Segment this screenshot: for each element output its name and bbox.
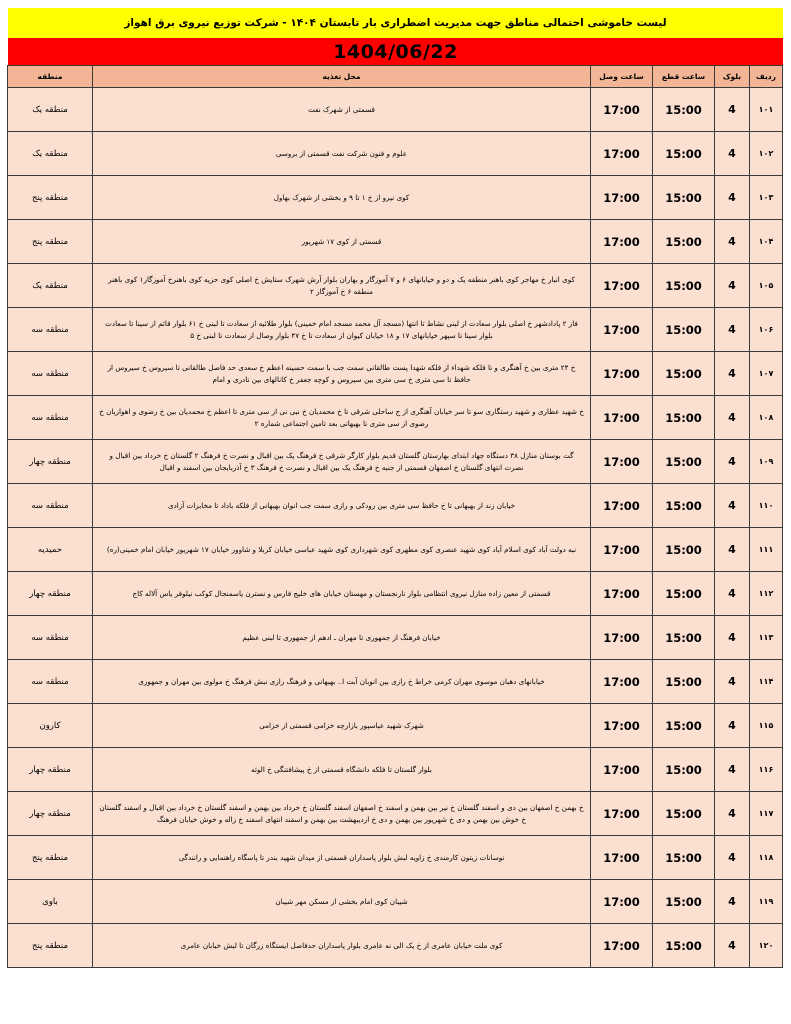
column-header-on-time: ساعت وصل	[591, 66, 653, 88]
cell-place: گت بوستان منازل ۳۸ دستگاه جهاد ابتدای بهارستان گلستان قدیم بلوار کارگر شرقی خ فرهنگ یک بین اقبال و نصرت خ فرهنگ ۲ گلستان خ خرداد بین اقبال و نصرت انتهای گلستان خ اصفهان قسمتی از جنبه خ فرهنگ یک بین اقبال و نصرت خ فرهنگ ۳ خ آذربایجان بین اسفند و اقبال	[93, 440, 591, 484]
cell-block: 4	[715, 484, 750, 528]
cell-region: منطقه پنج	[8, 924, 93, 968]
cell-region: منطقه یک	[8, 132, 93, 176]
cell-radif: ۱۱۲	[750, 572, 783, 616]
table-header	[8, 66, 783, 88]
cell-place: نوسانات زیتون کارمندی خ زاویه لبش بلوار پاسداران قسمتی از میدان شهید بندر تا پاسگاه راهنمایی و رانندگی	[93, 836, 591, 880]
table-row	[8, 220, 783, 264]
cell-cut-time: 15:00	[653, 528, 715, 572]
cell-cut-time: 15:00	[653, 880, 715, 924]
column-header-region: منطقه	[8, 66, 93, 88]
cell-block: 4	[715, 396, 750, 440]
cell-region: منطقه چهار	[8, 440, 93, 484]
table-row	[8, 352, 783, 396]
cell-cut-time: 15:00	[653, 660, 715, 704]
cell-region: منطقه سه	[8, 396, 93, 440]
cell-block: 4	[715, 352, 750, 396]
cell-place: خیابانهای دهبان موسوی مهران کرمی خراط خ رازی بین انوبان آبت ا.. بهبهانی و فرهنگ رازی نبش فرهنگ خ مولوی بین مهران و جمهوری	[93, 660, 591, 704]
cell-on-time: 17:00	[591, 792, 653, 836]
cell-on-time: 17:00	[591, 132, 653, 176]
cell-cut-time: 15:00	[653, 836, 715, 880]
cell-on-time: 17:00	[591, 352, 653, 396]
column-header-cut-time: ساعت قطع	[653, 66, 715, 88]
cell-region: منطقه سه	[8, 308, 93, 352]
cell-place: شیبان کوی امام بخشی از مسکن مهر شیبان	[93, 880, 591, 924]
cell-region: منطقه سه	[8, 352, 93, 396]
cell-radif: ۱۱۵	[750, 704, 783, 748]
table-body	[8, 88, 783, 968]
table-row	[8, 792, 783, 836]
cell-block: 4	[715, 880, 750, 924]
cell-region: منطقه چهار	[8, 792, 93, 836]
cell-radif: ۱۰۷	[750, 352, 783, 396]
cell-region: منطقه یک	[8, 88, 93, 132]
cell-cut-time: 15:00	[653, 396, 715, 440]
cell-place: علوم و فنون شرکت نفت قسمتی از بروسی	[93, 132, 591, 176]
cell-radif: ۱۰۱	[750, 88, 783, 132]
table-row	[8, 132, 783, 176]
cell-block: 4	[715, 792, 750, 836]
table-row	[8, 484, 783, 528]
cell-region: منطقه چهار	[8, 748, 93, 792]
cell-place: کوی ملت خیابان عامری از خ یک الی نه عامری بلوار پاسداران حدفاصل ایستگاه زرگان تا لبش خیابان عامری	[93, 924, 591, 968]
cell-radif: ۱۰۲	[750, 132, 783, 176]
cell-on-time: 17:00	[591, 748, 653, 792]
cell-radif: ۱۱۳	[750, 616, 783, 660]
cell-radif: ۱۱۱	[750, 528, 783, 572]
cell-place: خیابان فرهنگ از جمهوری تا مهران ـ ادهم از جمهوری تا لبنی عظیم	[93, 616, 591, 660]
cell-region: منطقه سه	[8, 660, 93, 704]
cell-block: 4	[715, 660, 750, 704]
cell-place: قسمتی از شهرک نفت	[93, 88, 591, 132]
table-row	[8, 616, 783, 660]
cell-cut-time: 15:00	[653, 176, 715, 220]
cell-block: 4	[715, 924, 750, 968]
cell-block: 4	[715, 616, 750, 660]
table-row	[8, 264, 783, 308]
cell-place: فاز ۲ پادادشهر خ اصلی بلوار سعادت از لبنی نشاط تا انتها (مسجد آل محمد مسجد امام خمینی) بلوار طلائیه از سعادت تا لبنی خ ۶۱ بلوار قائم از سینا تا سعادت بلوار سینا تا سپهر خیابانهای ۱۷ و ۱۸ خیابان کیوان از سعادت تا خ ۴۷ بلوار وصال از سعادت تا لبنی خ ۵	[93, 308, 591, 352]
cell-block: 4	[715, 748, 750, 792]
cell-cut-time: 15:00	[653, 440, 715, 484]
cell-block: 4	[715, 528, 750, 572]
cell-cut-time: 15:00	[653, 616, 715, 660]
cell-cut-time: 15:00	[653, 308, 715, 352]
cell-region: منطقه یک	[8, 264, 93, 308]
table-row	[8, 880, 783, 924]
table-row	[8, 308, 783, 352]
cell-cut-time: 15:00	[653, 484, 715, 528]
cell-on-time: 17:00	[591, 616, 653, 660]
cell-radif: ۱۰۸	[750, 396, 783, 440]
cell-place: قسمتی از کوی ۱۷ شهریور	[93, 220, 591, 264]
cell-on-time: 17:00	[591, 220, 653, 264]
table-row	[8, 88, 783, 132]
cell-radif: ۱۱۹	[750, 880, 783, 924]
table-row	[8, 440, 783, 484]
cell-region: منطقه پنج	[8, 836, 93, 880]
cell-radif: ۱۱۷	[750, 792, 783, 836]
cell-cut-time: 15:00	[653, 264, 715, 308]
cell-block: 4	[715, 308, 750, 352]
cell-cut-time: 15:00	[653, 572, 715, 616]
report-date-bar	[8, 38, 783, 65]
cell-block: 4	[715, 836, 750, 880]
outage-table	[7, 65, 783, 968]
cell-on-time: 17:00	[591, 396, 653, 440]
cell-place: شهرک شهید عباسپور بازارچه خزامی قسمتی از خزامی	[93, 704, 591, 748]
cell-region: کارون	[8, 704, 93, 748]
cell-radif: ۱۰۴	[750, 220, 783, 264]
cell-block: 4	[715, 440, 750, 484]
cell-radif: ۱۲۰	[750, 924, 783, 968]
cell-radif: ۱۱۰	[750, 484, 783, 528]
cell-place: خیابان زند از بهبهانی تا خ حافظ سی متری بین رودکی و رازی سمت جب انوان بهبهانی از فلکه باداد تا مخابرات آزادی	[93, 484, 591, 528]
cell-on-time: 17:00	[591, 660, 653, 704]
cell-region: باوی	[8, 880, 93, 924]
column-header-radif: ردیف	[750, 66, 783, 88]
cell-radif: ۱۱۶	[750, 748, 783, 792]
table-header-row	[8, 66, 783, 88]
table-row	[8, 660, 783, 704]
cell-cut-time: 15:00	[653, 924, 715, 968]
cell-region: منطقه سه	[8, 616, 93, 660]
cell-place: خ بهمن خ اصفهان بین دی و اسفند گلستان خ نیر بین بهمن و اسفند خ اصفهان اسفند گلستان خ خرداد بین بهمن و اسفند گلستان خ خرداد بین اقبال و اسفند گلستان خ خوش بین بهمن و دی خ شهریور بین بهمن و دی خ اردیبهشت بین بهمن و اسفند انتهای اسفند خ زاله و خوش خیابان فرهنگ	[93, 792, 591, 836]
table-row	[8, 748, 783, 792]
cell-on-time: 17:00	[591, 440, 653, 484]
cell-block: 4	[715, 572, 750, 616]
cell-place: خ شهید عطاری و شهید رستگاری سو تا سر خیابان آهنگری از ج ساحلی شرقی تا خ محمدیان خ نبی نی از سی متری تا اعظم خ محمدیان بین خ رضوی و اهوازیان خ رضوی از سی متری تا بهبهانی بعد تامین اجتماعی شماره ۲	[93, 396, 591, 440]
cell-on-time: 17:00	[591, 484, 653, 528]
table-row	[8, 528, 783, 572]
table-row	[8, 572, 783, 616]
cell-region: منطقه چهار	[8, 572, 93, 616]
column-header-block: بلوک	[715, 66, 750, 88]
cell-on-time: 17:00	[591, 176, 653, 220]
cell-region: منطقه سه	[8, 484, 93, 528]
table-row	[8, 396, 783, 440]
cell-radif: ۱۱۴	[750, 660, 783, 704]
cell-block: 4	[715, 704, 750, 748]
cell-on-time: 17:00	[591, 528, 653, 572]
cell-block: 4	[715, 132, 750, 176]
cell-cut-time: 15:00	[653, 792, 715, 836]
cell-place: قسمتی از معین زاده منازل نیروی انتظامی بلوار نارنجستان و مهستان خیابان های خلیج فارس و نسترن یاسمنجال کوکب نیلوفر یاس آلاله کاج	[93, 572, 591, 616]
table-row	[8, 836, 783, 880]
cell-on-time: 17:00	[591, 308, 653, 352]
report-date: 1404/06/22	[333, 40, 458, 63]
page-title: لیست خاموشی احتمالی مناطق جهت مدیریت اضطراری بار تابستان ۱۴۰۴ - شرکت توزیع نیروی برق اهواز	[124, 16, 667, 29]
cell-radif: ۱۰۶	[750, 308, 783, 352]
cell-block: 4	[715, 220, 750, 264]
cell-place: بلوار گلستان تا فلکه دانشگاه قسمتی از خ پیشافتنگی خ الوئه	[93, 748, 591, 792]
cell-radif: ۱۰۵	[750, 264, 783, 308]
cell-place: کوی نیرو از خ ۱ تا ۹ و بخشی از شهرک بهاول	[93, 176, 591, 220]
cell-block: 4	[715, 264, 750, 308]
cell-place: خ ۲۴ متری بین خ آهنگری و تا فلکه شهداء از فلکه شهدا پست طالقانی سمت جب با سمت حسینه اعظم خ سعدی حد فاصل طالقانی تا سیروس خ سیروس از حافظ تا سی متری خ سی متری بین سیروس و کوچه جعفر خ کانالهای بین نادری و امام	[93, 352, 591, 396]
cell-block: 4	[715, 88, 750, 132]
cell-on-time: 17:00	[591, 572, 653, 616]
cell-cut-time: 15:00	[653, 88, 715, 132]
table-row	[8, 176, 783, 220]
cell-on-time: 17:00	[591, 704, 653, 748]
cell-cut-time: 15:00	[653, 748, 715, 792]
cell-radif: ۱۰۹	[750, 440, 783, 484]
cell-on-time: 17:00	[591, 880, 653, 924]
cell-place: نبه دولت آباد کوی اسلام آباد کوی شهید عنصری کوی مطهری کوی شهرداری کوی شهید عباسی خیابان کربلا و شاوور خیابان ۱۷ شهریور خیابان امام خمینی(ره)	[93, 528, 591, 572]
cell-cut-time: 15:00	[653, 132, 715, 176]
cell-region: منطقه پنج	[8, 220, 93, 264]
cell-place: کوی انبار خ مهاجر کوی باهنر منطقه یک و دو و خیابانهای ۶ و ۷ آموزگار و بهاران بلوار آرش شهرک ستایش خ اصلی کوی حزیه کوی باهنرخ آموزگار۱ کوی باهنر منطقه ۶ خ آموزگار ۲	[93, 264, 591, 308]
column-header-place: محل تغذیه	[93, 66, 591, 88]
cell-on-time: 17:00	[591, 88, 653, 132]
cell-block: 4	[715, 176, 750, 220]
cell-on-time: 17:00	[591, 836, 653, 880]
cell-region: منطقه پنج	[8, 176, 93, 220]
table-row	[8, 924, 783, 968]
cell-radif: ۱۱۸	[750, 836, 783, 880]
cell-cut-time: 15:00	[653, 352, 715, 396]
cell-region: حمیدیه	[8, 528, 93, 572]
cell-cut-time: 15:00	[653, 220, 715, 264]
report-title-bar	[8, 8, 783, 38]
cell-on-time: 17:00	[591, 264, 653, 308]
cell-radif: ۱۰۳	[750, 176, 783, 220]
table-row	[8, 704, 783, 748]
cell-on-time: 17:00	[591, 924, 653, 968]
cell-cut-time: 15:00	[653, 704, 715, 748]
